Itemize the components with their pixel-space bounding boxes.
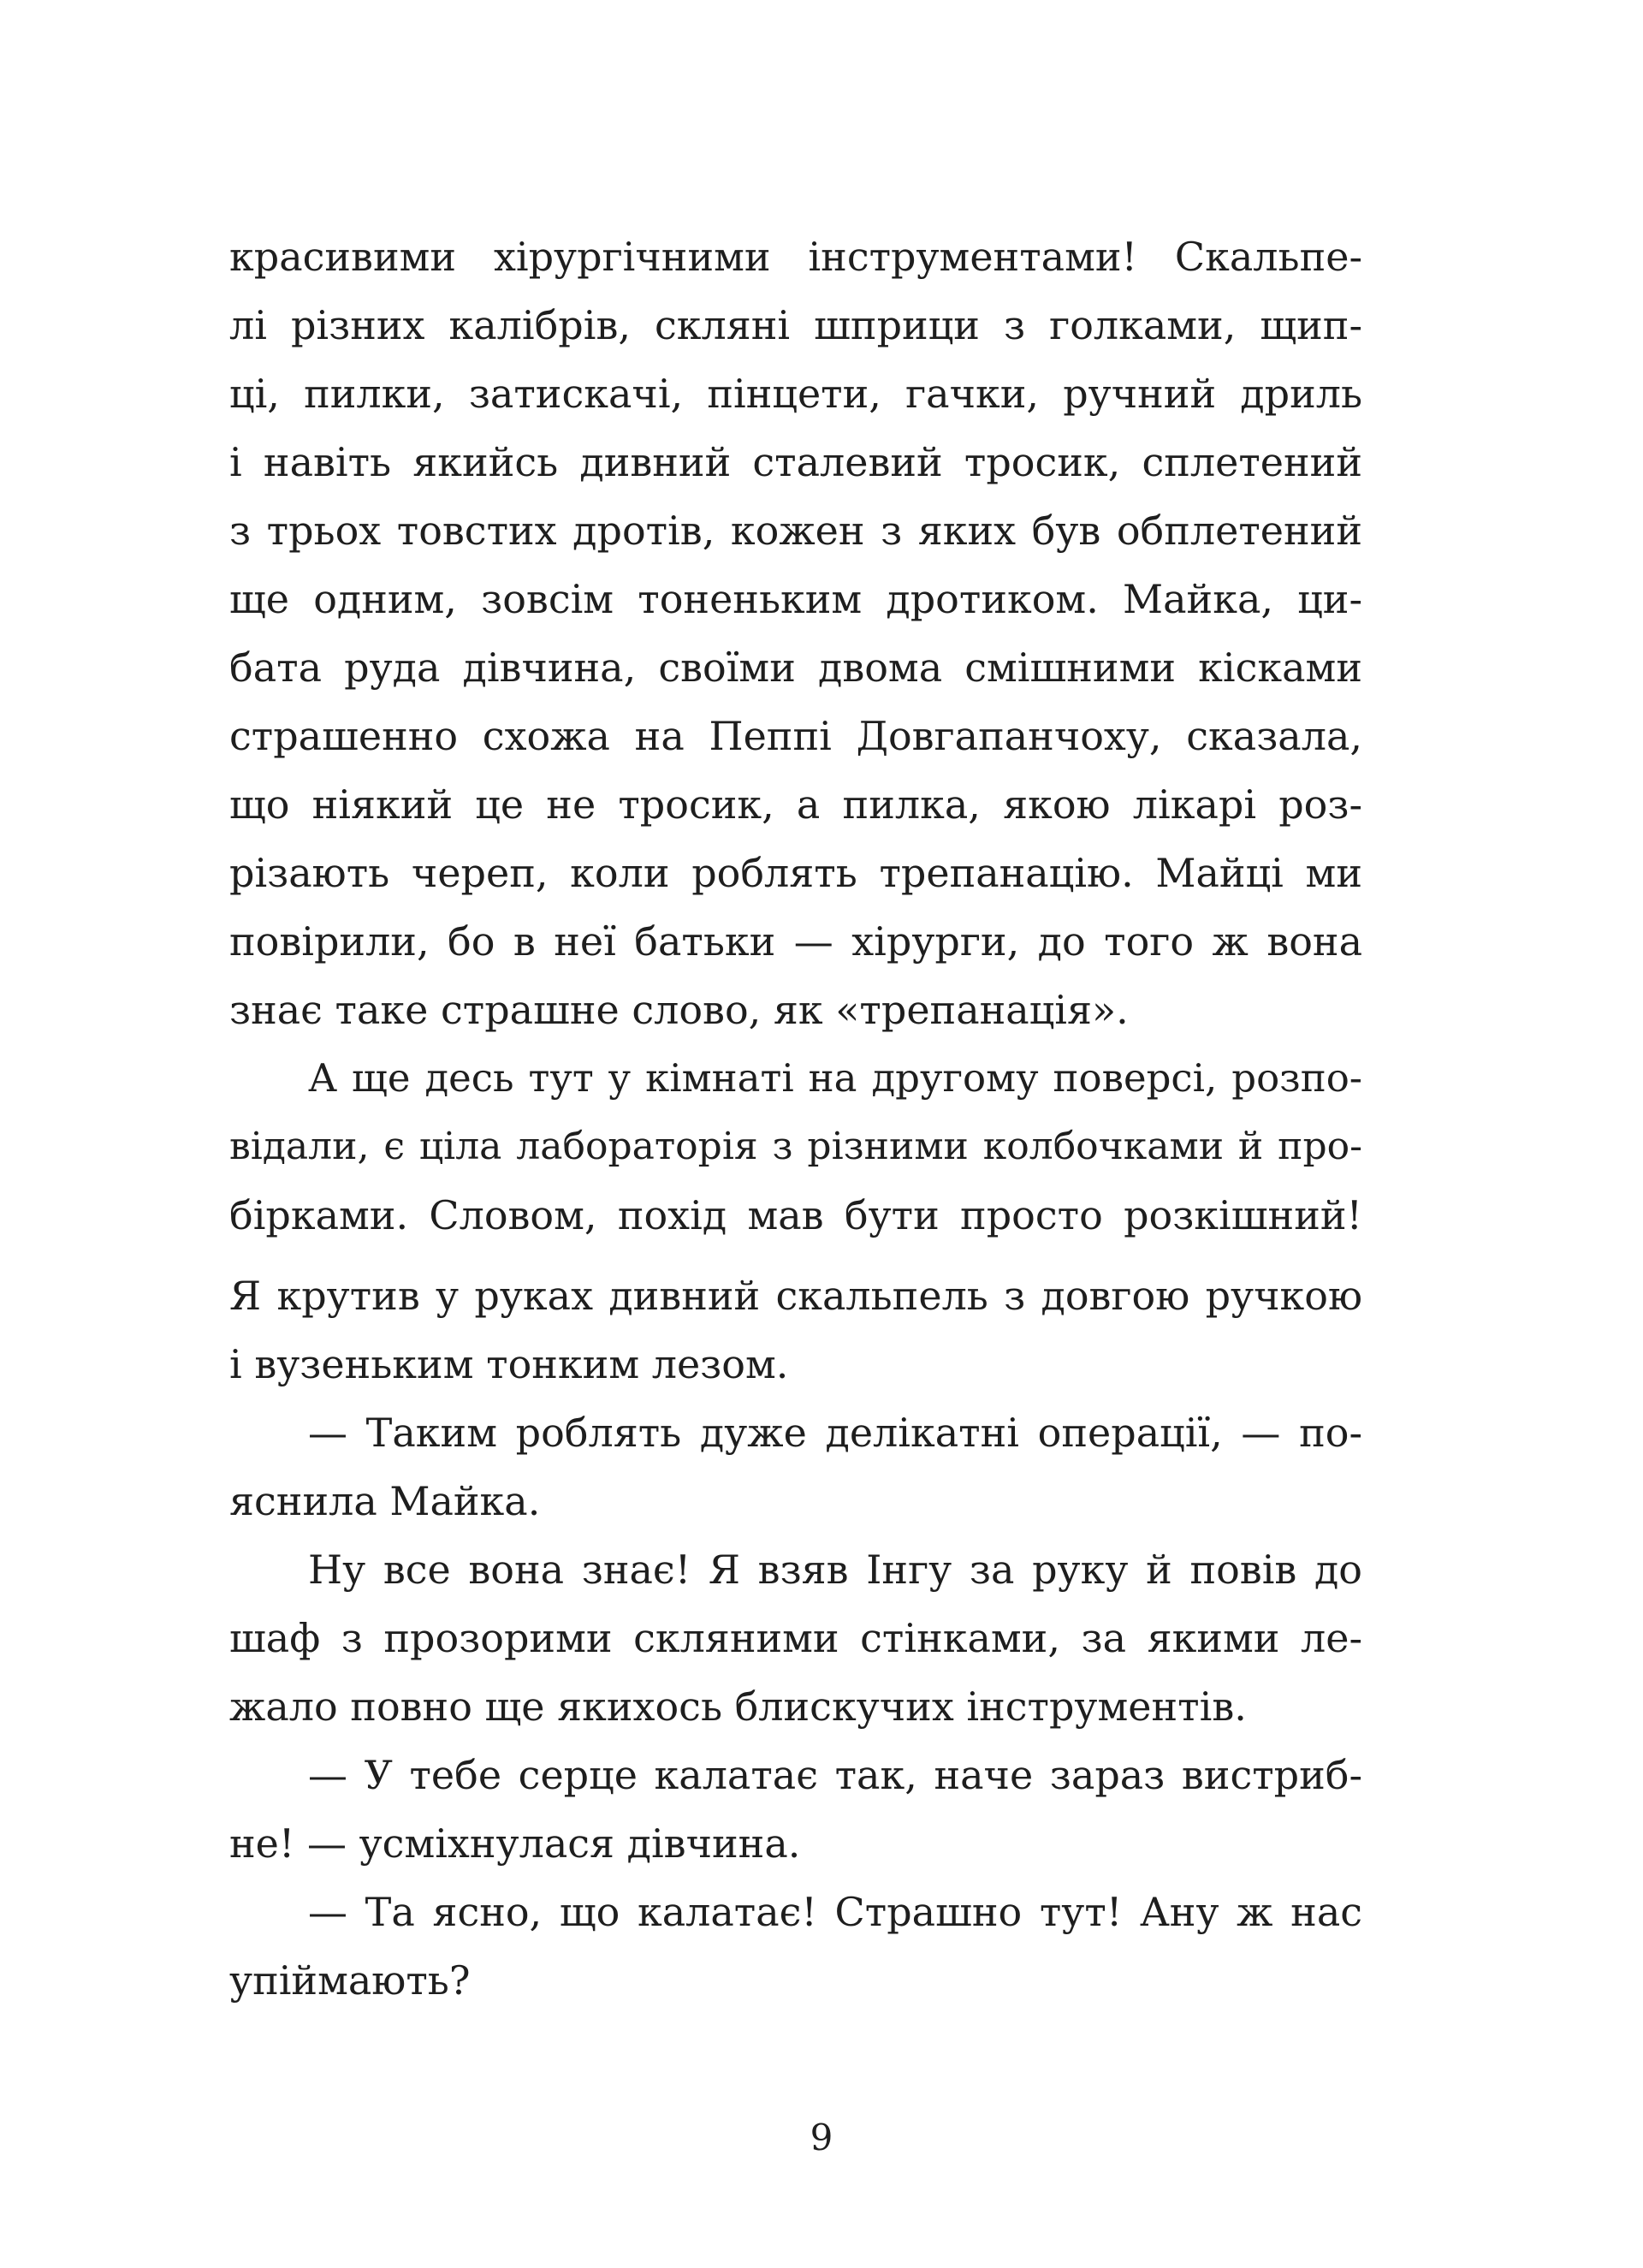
text-line: ці, пилки, затискачі, пінцети, гачки, ручний дриль xyxy=(229,371,1362,417)
text-line: страшенно схожа на Пеппі Довгапанчоху, сказала, xyxy=(229,713,1362,759)
text-line: А ще десь тут у кімнаті на другому поверсі, розпо- xyxy=(308,1055,1362,1101)
text-line: і вузеньким тонким лезом. xyxy=(229,1341,789,1387)
page-number: 9 xyxy=(810,2117,833,2158)
text-section-one xyxy=(229,223,1362,1250)
text-line: ще одним, зовсім тоненьким дротиком. Майка, ци- xyxy=(229,576,1362,622)
text-line: — У тебе серце калатає так, наче зараз вистриб- xyxy=(308,1752,1362,1798)
text-line: шаф з прозорими скляними стінками, за якими ле- xyxy=(229,1615,1362,1661)
text-line: красивими хірургічними інструментами! Скальпе- xyxy=(229,234,1362,280)
text-section-two xyxy=(229,1262,1362,2015)
text-line: з трьох товстих дротів, кожен з яких був обплетений xyxy=(229,508,1362,554)
text-line: — Таким роблять дуже делікатні операції, — по- xyxy=(308,1410,1362,1456)
text-line: яснила Майка. xyxy=(229,1478,541,1524)
text-line: що ніякий це не тросик, а пилка, якою лікарі роз- xyxy=(229,781,1362,828)
text-line: відали, є ціла лабораторія з різними колбочками й про- xyxy=(229,1125,1362,1168)
text-line: жало повно ще якихось блискучих інструментів. xyxy=(229,1683,1247,1730)
text-line: упіймають? xyxy=(229,1957,471,2004)
text-line: Я крутив у руках дивний скальпель з довгою ручкою xyxy=(229,1273,1362,1319)
text-line: різають череп, коли роблять трепанацію. Майці ми xyxy=(229,850,1362,896)
text-line: повірили, бо в неї батьки — хірурги, до того ж вона xyxy=(229,918,1362,965)
text-line: і навіть якийсь дивний сталевий тросик, сплетений xyxy=(229,439,1362,485)
text-line: лі різних калібрів, скляні шприци з голками, щип- xyxy=(229,302,1362,348)
text-line: — Та ясно, що калатає! Страшно тут! Ану ж нас xyxy=(308,1889,1362,1935)
text-line: не! — усміхнулася дівчина. xyxy=(229,1820,801,1867)
text-line: знає таке страшне слово, як «трепанація». xyxy=(229,987,1129,1033)
text-line: бірками. Словом, похід мав бути просто розкішний! xyxy=(229,1192,1362,1238)
text-line: Ну все вона знає! Я взяв Інгу за руку й повів до xyxy=(308,1547,1362,1593)
text-line: бата руда дівчина, своїми двома смішними кісками xyxy=(229,644,1362,691)
